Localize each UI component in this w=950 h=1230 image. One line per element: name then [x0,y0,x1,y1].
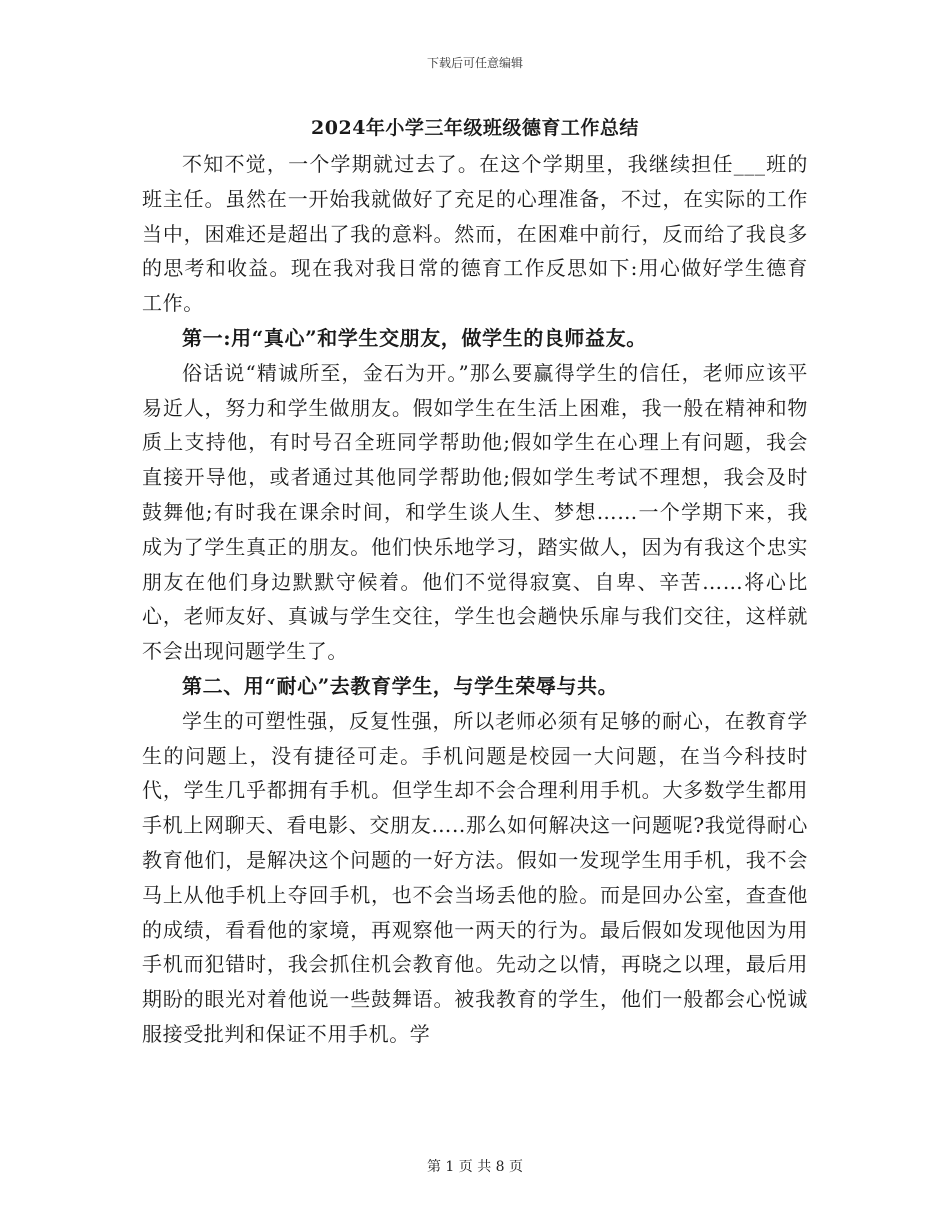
header-note: 下载后可任意编辑 [426,56,523,70]
page-number-footer: 第 1 页 共 8 页 [426,1159,524,1175]
section-heading-2: 第二、用“耐心”去教育学生，与学生荣辱与共。 [182,673,619,698]
section-2-paragraph: 学生的可塑性强，反复性强，所以老师必须有足够的耐心，在教育学生的问题上，没有捷径可走。手机问题是校园一大问题，在当今科技时代，学生几乎都拥有手机。但学生却不会合理利用手机。大多数学生都用手机上网聊天、看电影、交朋友…..那么如何解决这一问题呢?我觉得耐心教育他们，是解决这个问题的一好方法。假如一发现学生用手机，我不会马上从他手机上夺回手机，也不会当场丢他的脸。而是回办公室，查查他的成绩，看看他的家境，再观察他一两天的行为。最后假如发现他因为用手机而犯错时，我会抓住机会教育他。先动之以情，再晓之以理，最后用期盼的眼光对着他说一些鼓舞语。被我教育的学生，他们一般都会心悦诚服接受批判和保证不用手机。学 [142,708,808,1046]
section-1-paragraph: 俗话说“精诚所至，金石为开。”那么要赢得学生的信任，老师应该平易近人，努力和学生做朋友。假如学生在生活上困难，我一般在精神和物质上支持他，有时号召全班同学帮助他;假如学生在心理上有问题，我会直接开导他，或者通过其他同学帮助他;假如学生考试不理想，我会及时鼓舞他;有时我在课余时间，和学生谈人生、梦想……一个学期下来，我成为了学生真正的朋友。他们快乐地学习，踏实做人，因为有我这个忠实朋友在他们身边默默守候着。他们不觉得寂寞、自卑、辛苦……将心比心，老师友好、真诚与学生交往，学生也会趟快乐扉与我们交往，这样就不会出现问题学生了。 [142,360,808,664]
intro-paragraph: 不知不觉，一个学期就过去了。在这个学期里，我继续担任___班的班主任。虽然在一开始我就做好了充足的心理准备，不过，在实际的工作当中，困难还是超出了我的意料。然而，在困难中前行，反而给了我良多的思考和收益。现在我对我日常的德育工作反思如下:用心做好学生德育工作。 [142,152,808,316]
document-title: 2024年小学三年级班级德育工作总结 [311,117,639,139]
document-body [142,147,808,1052]
section-heading-1: 第一:用“真心”和学生交朋友，做学生的良师益友。 [182,325,647,350]
